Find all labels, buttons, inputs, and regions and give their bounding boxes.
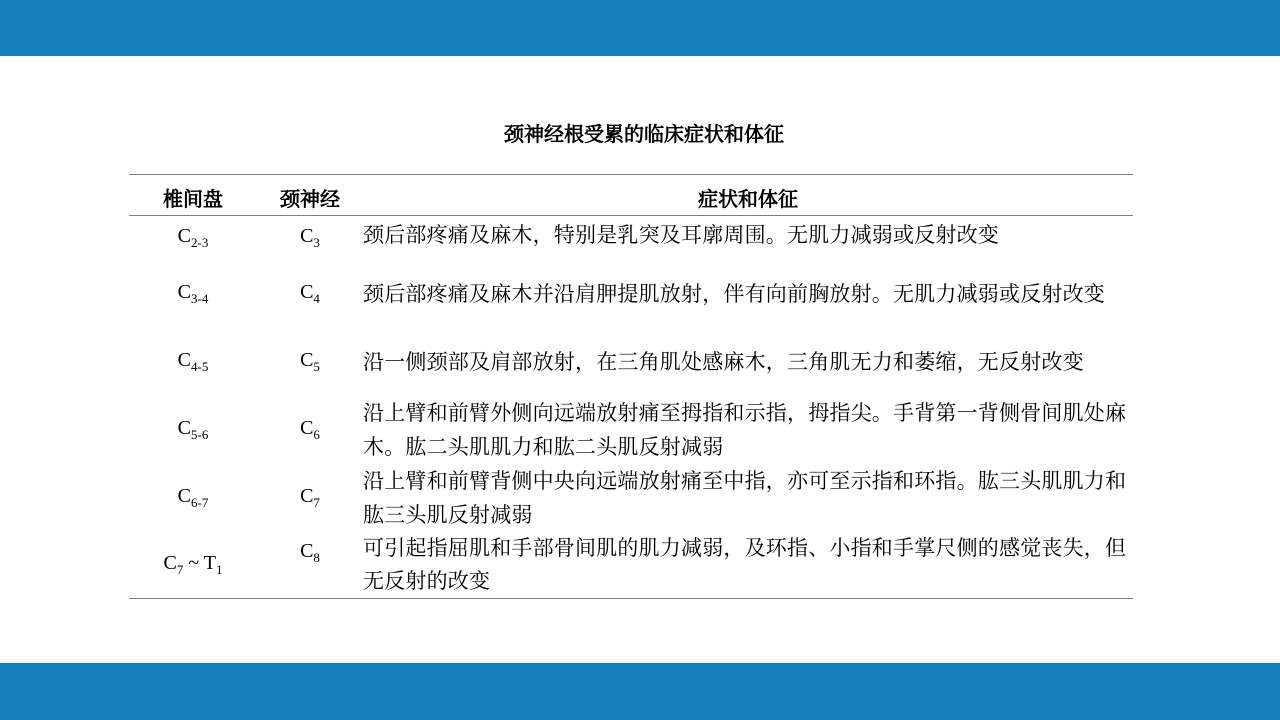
table-row [129, 532, 1133, 599]
nerve-cell: $C_3$ [300, 224, 320, 250]
table-row [129, 216, 1133, 260]
symptom-cell: 沿一侧颈部及肩部放射，在三角肌处感麻木，三角肌无力和萎缩，无反射改变 [363, 349, 1084, 374]
table-header-row [129, 175, 1133, 216]
nerve-cell: $C_4$ [300, 280, 320, 306]
symptoms-table [129, 174, 1133, 599]
disc-cell: $C_7$ ~ $T_1$ [129, 532, 257, 599]
bottom-banner [0, 663, 1280, 720]
disc-cell: $C_{4-5}$ [177, 348, 209, 374]
nerve-cell: $C_7$ [300, 484, 320, 510]
page-title: 颈神经根受累的临床症状和体征 [504, 122, 784, 146]
disc-cell: $C_{3-4}$ [177, 280, 209, 306]
symptom-cell: 沿上臂和前臂背侧中央向远端放射痛至中指，亦可至示指和环指。肱三头肌肌力和肱三头肌反射减弱 [363, 468, 1127, 527]
header-disc: 椎间盘 [129, 175, 257, 216]
symptom-cell: 沿上臂和前臂外侧向远端放射痛至拇指和示指，拇指尖。手背第一背侧骨间肌处麻木。肱二头肌肌力和肱二头肌反射减弱 [363, 400, 1127, 459]
table-row [129, 464, 1133, 532]
header-nerve: 颈神经 [257, 175, 363, 216]
disc-cell: $C_{2-3}$ [177, 224, 209, 250]
table-row [129, 328, 1133, 396]
disc-cell: $C_{5-6}$ [177, 416, 209, 442]
nerve-cell: $C_5$ [300, 348, 320, 374]
symptom-cell: 颈后部疼痛及麻木，特别是乳突及耳廓周围。无肌力减弱或反射改变 [363, 222, 999, 247]
symptom-cell: 颈后部疼痛及麻木并沿肩胛提肌放射，伴有向前胸放射。无肌力减弱或反射改变 [363, 281, 1105, 306]
nerve-cell: $C_8$ [257, 532, 363, 599]
nerve-cell: $C_6$ [300, 416, 320, 442]
symptom-cell: 可引起指屈肌和手部骨间肌的肌力减弱，及环指、小指和手掌尺侧的感觉丧失，但无反射的改变 [363, 532, 1133, 599]
top-banner [0, 0, 1280, 56]
table-row [129, 396, 1133, 464]
table-row [129, 260, 1133, 328]
header-symptoms: 症状和体征 [363, 175, 1133, 216]
disc-cell: $C_{6-7}$ [177, 484, 209, 510]
